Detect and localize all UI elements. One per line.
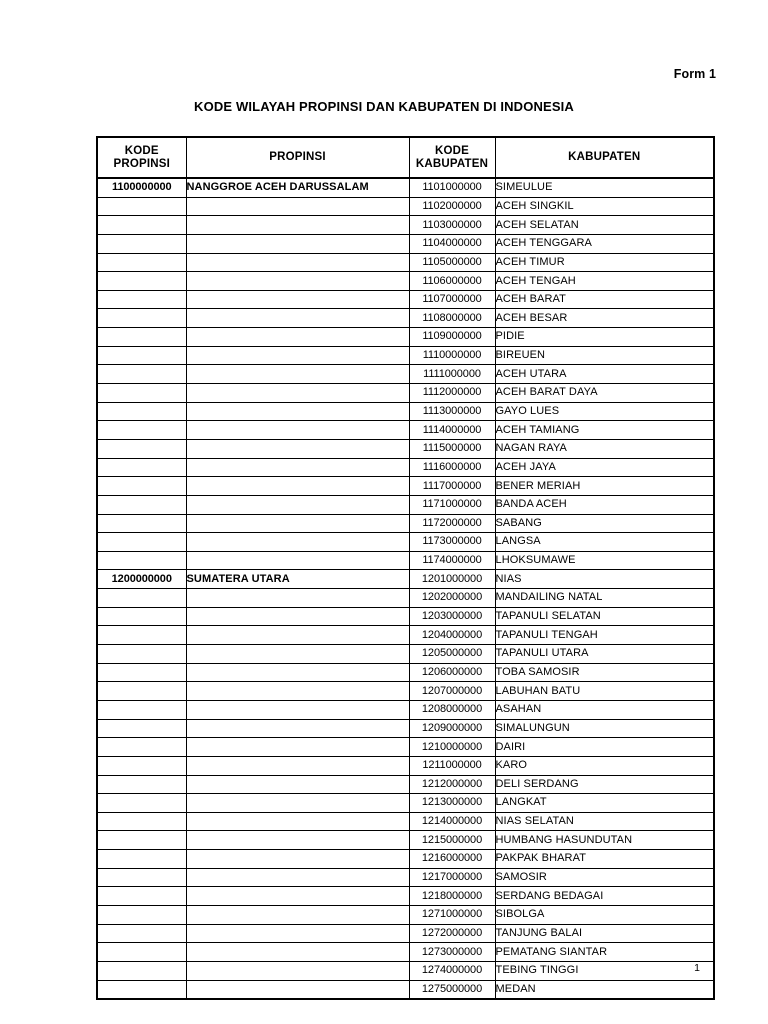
cell-kabupaten: LANGSA (495, 533, 714, 552)
cell-kode-propinsi (97, 216, 186, 235)
table-row (97, 178, 714, 197)
table-row (97, 812, 714, 831)
table-row (97, 421, 714, 440)
cell-propinsi (186, 738, 409, 757)
cell-kode-propinsi (97, 905, 186, 924)
cell-propinsi (186, 253, 409, 272)
table-row (97, 290, 714, 309)
cell-kode-propinsi (97, 682, 186, 701)
table-row (97, 645, 714, 664)
cell-kode-propinsi (97, 719, 186, 738)
column-header-propinsi (186, 137, 409, 178)
cell-kabupaten: ACEH BESAR (495, 309, 714, 328)
table-header-row (97, 137, 714, 178)
cell-kabupaten: SAMOSIR (495, 868, 714, 887)
page-number: 1 (694, 962, 700, 974)
column-header-kode-propinsi (97, 137, 186, 178)
cell-kode-kabupaten: 1106000000 (409, 272, 495, 291)
cell-propinsi (186, 887, 409, 906)
table-head (97, 137, 714, 178)
cell-kabupaten: HUMBANG HASUNDUTAN (495, 831, 714, 850)
cell-kode-kabupaten: 1116000000 (409, 458, 495, 477)
cell-kabupaten: ACEH SELATAN (495, 216, 714, 235)
cell-kabupaten: MEDAN (495, 980, 714, 999)
table-row (97, 868, 714, 887)
cell-kabupaten: KARO (495, 756, 714, 775)
cell-kode-kabupaten: 1274000000 (409, 961, 495, 980)
cell-kabupaten: ACEH BARAT (495, 290, 714, 309)
column-header-kode-kabupaten-line2: KABUPATEN (415, 157, 489, 170)
table-row (97, 253, 714, 272)
cell-kode-propinsi (97, 980, 186, 999)
cell-kode-propinsi (97, 850, 186, 869)
cell-kode-kabupaten: 1213000000 (409, 794, 495, 813)
cell-kabupaten: NIAS SELATAN (495, 812, 714, 831)
cell-kabupaten: LHOKSUMAWE (495, 551, 714, 570)
cell-kabupaten: ACEH BARAT DAYA (495, 384, 714, 403)
cell-kode-propinsi (97, 365, 186, 384)
cell-kabupaten: ACEH TAMIANG (495, 421, 714, 440)
cell-kabupaten: ACEH TENGGARA (495, 234, 714, 253)
cell-propinsi (186, 589, 409, 608)
cell-kabupaten: SIMALUNGUN (495, 719, 714, 738)
cell-kabupaten: DAIRI (495, 738, 714, 757)
cell-kode-kabupaten: 1202000000 (409, 589, 495, 608)
table-body (97, 178, 714, 999)
cell-propinsi (186, 197, 409, 216)
cell-kode-kabupaten: 1171000000 (409, 495, 495, 514)
cell-kabupaten: MANDAILING NATAL (495, 589, 714, 608)
cell-kode-kabupaten: 1173000000 (409, 533, 495, 552)
cell-propinsi (186, 663, 409, 682)
cell-kode-propinsi (97, 868, 186, 887)
cell-kode-kabupaten: 1212000000 (409, 775, 495, 794)
cell-kode-propinsi (97, 812, 186, 831)
cell-kode-propinsi (97, 384, 186, 403)
table-row (97, 682, 714, 701)
cell-propinsi (186, 309, 409, 328)
cell-kabupaten: DELI SERDANG (495, 775, 714, 794)
cell-kode-kabupaten: 1103000000 (409, 216, 495, 235)
cell-kode-propinsi (97, 495, 186, 514)
cell-kode-propinsi (97, 663, 186, 682)
cell-propinsi: NANGGROE ACEH DARUSSALAM (186, 178, 409, 197)
cell-kode-propinsi (97, 738, 186, 757)
cell-kode-kabupaten: 1107000000 (409, 290, 495, 309)
cell-kode-propinsi (97, 346, 186, 365)
cell-kabupaten: TAPANULI UTARA (495, 645, 714, 664)
cell-kode-propinsi (97, 756, 186, 775)
table-row (97, 905, 714, 924)
cell-propinsi (186, 272, 409, 291)
cell-kabupaten: ACEH TIMUR (495, 253, 714, 272)
cell-kode-propinsi (97, 197, 186, 216)
cell-propinsi (186, 850, 409, 869)
table-row (97, 961, 714, 980)
cell-kode-propinsi (97, 589, 186, 608)
cell-kabupaten: SIBOLGA (495, 905, 714, 924)
cell-kode-kabupaten: 1275000000 (409, 980, 495, 999)
cell-kabupaten: SIMEULUE (495, 178, 714, 197)
cell-kode-kabupaten: 1174000000 (409, 551, 495, 570)
cell-kode-kabupaten: 1215000000 (409, 831, 495, 850)
table-row (97, 663, 714, 682)
table-row (97, 626, 714, 645)
cell-propinsi (186, 439, 409, 458)
cell-propinsi (186, 905, 409, 924)
cell-kode-propinsi (97, 775, 186, 794)
cell-kode-kabupaten: 1214000000 (409, 812, 495, 831)
cell-propinsi (186, 607, 409, 626)
cell-propinsi (186, 328, 409, 347)
cell-kode-propinsi (97, 887, 186, 906)
table-row (97, 272, 714, 291)
column-header-kabupaten (495, 137, 714, 178)
cell-kode-propinsi (97, 943, 186, 962)
cell-kode-kabupaten: 1102000000 (409, 197, 495, 216)
table-row (97, 309, 714, 328)
cell-kode-kabupaten: 1113000000 (409, 402, 495, 421)
table-row (97, 831, 714, 850)
table-row (97, 514, 714, 533)
cell-kabupaten: TANJUNG BALAI (495, 924, 714, 943)
region-code-table-container (96, 136, 713, 1000)
table-row (97, 570, 714, 589)
cell-propinsi: SUMATERA UTARA (186, 570, 409, 589)
table-row (97, 924, 714, 943)
cell-kode-kabupaten: 1114000000 (409, 421, 495, 440)
cell-kode-propinsi (97, 477, 186, 496)
table-row (97, 775, 714, 794)
table-row (97, 589, 714, 608)
column-header-kabupaten-line1: KABUPATEN (568, 151, 641, 163)
cell-kode-propinsi: 1100000000 (97, 178, 186, 197)
cell-kode-propinsi (97, 700, 186, 719)
table-row (97, 495, 714, 514)
cell-kabupaten: ACEH UTARA (495, 365, 714, 384)
cell-propinsi (186, 775, 409, 794)
table-row (97, 234, 714, 253)
cell-kabupaten: BIREUEN (495, 346, 714, 365)
table-row (97, 738, 714, 757)
cell-kode-propinsi (97, 551, 186, 570)
page-title: KODE WILAYAH PROPINSI DAN KABUPATEN DI INDONESIA (194, 99, 574, 114)
cell-kabupaten: SERDANG BEDAGAI (495, 887, 714, 906)
cell-kode-propinsi (97, 607, 186, 626)
cell-kode-propinsi (97, 961, 186, 980)
table-row (97, 197, 714, 216)
column-header-kode-kabupaten (409, 137, 495, 178)
table-row (97, 365, 714, 384)
cell-kabupaten: TEBING TINGGI (495, 961, 714, 980)
cell-kode-kabupaten: 1109000000 (409, 328, 495, 347)
table-row (97, 328, 714, 347)
cell-kode-kabupaten: 1105000000 (409, 253, 495, 272)
table-row (97, 533, 714, 552)
cell-propinsi (186, 402, 409, 421)
cell-kode-propinsi (97, 272, 186, 291)
cell-kode-propinsi (97, 514, 186, 533)
cell-kode-kabupaten: 1201000000 (409, 570, 495, 589)
cell-kabupaten: PAKPAK BHARAT (495, 850, 714, 869)
region-code-table (96, 136, 715, 1000)
cell-kode-propinsi (97, 439, 186, 458)
cell-kode-propinsi (97, 533, 186, 552)
cell-kode-kabupaten: 1111000000 (409, 365, 495, 384)
table-row (97, 719, 714, 738)
cell-propinsi (186, 234, 409, 253)
cell-propinsi (186, 290, 409, 309)
cell-kode-kabupaten: 1108000000 (409, 309, 495, 328)
cell-kabupaten: TOBA SAMOSIR (495, 663, 714, 682)
cell-kode-kabupaten: 1101000000 (409, 178, 495, 197)
cell-kode-kabupaten: 1209000000 (409, 719, 495, 738)
cell-kode-kabupaten: 1112000000 (409, 384, 495, 403)
cell-kode-kabupaten: 1104000000 (409, 234, 495, 253)
cell-propinsi (186, 514, 409, 533)
cell-propinsi (186, 495, 409, 514)
cell-kode-propinsi (97, 328, 186, 347)
cell-propinsi (186, 421, 409, 440)
cell-propinsi (186, 365, 409, 384)
table-row (97, 216, 714, 235)
table-row (97, 887, 714, 906)
cell-propinsi (186, 831, 409, 850)
cell-kabupaten: TAPANULI SELATAN (495, 607, 714, 626)
table-row (97, 458, 714, 477)
table-row (97, 943, 714, 962)
cell-propinsi (186, 216, 409, 235)
cell-kode-kabupaten: 1218000000 (409, 887, 495, 906)
cell-kode-kabupaten: 1208000000 (409, 700, 495, 719)
cell-propinsi (186, 794, 409, 813)
cell-kabupaten: ACEH JAYA (495, 458, 714, 477)
cell-kabupaten: PEMATANG SIANTAR (495, 943, 714, 962)
form-label: Form 1 (673, 67, 716, 81)
cell-kabupaten: BENER MERIAH (495, 477, 714, 496)
cell-propinsi (186, 980, 409, 999)
cell-kode-kabupaten: 1206000000 (409, 663, 495, 682)
cell-kode-propinsi (97, 645, 186, 664)
cell-kode-kabupaten: 1172000000 (409, 514, 495, 533)
cell-kode-propinsi (97, 421, 186, 440)
cell-propinsi (186, 384, 409, 403)
cell-propinsi (186, 812, 409, 831)
cell-kode-kabupaten: 1207000000 (409, 682, 495, 701)
cell-kode-kabupaten: 1205000000 (409, 645, 495, 664)
cell-propinsi (186, 719, 409, 738)
cell-propinsi (186, 533, 409, 552)
cell-propinsi (186, 477, 409, 496)
cell-kabupaten: GAYO LUES (495, 402, 714, 421)
cell-kode-kabupaten: 1203000000 (409, 607, 495, 626)
cell-kode-kabupaten: 1271000000 (409, 905, 495, 924)
cell-kode-propinsi (97, 290, 186, 309)
cell-kode-propinsi (97, 831, 186, 850)
cell-kode-kabupaten: 1211000000 (409, 756, 495, 775)
cell-kode-propinsi (97, 234, 186, 253)
cell-kabupaten: SABANG (495, 514, 714, 533)
cell-kabupaten: NIAS (495, 570, 714, 589)
cell-kabupaten: ACEH SINGKIL (495, 197, 714, 216)
cell-kode-propinsi (97, 309, 186, 328)
table-row (97, 607, 714, 626)
table-row (97, 850, 714, 869)
cell-kode-kabupaten: 1115000000 (409, 439, 495, 458)
cell-propinsi (186, 346, 409, 365)
cell-kabupaten: ASAHAN (495, 700, 714, 719)
cell-propinsi (186, 700, 409, 719)
cell-kode-kabupaten: 1110000000 (409, 346, 495, 365)
column-header-kode-kabupaten-line1: KODE (434, 144, 470, 157)
cell-kode-kabupaten: 1216000000 (409, 850, 495, 869)
cell-propinsi (186, 458, 409, 477)
cell-kode-propinsi (97, 253, 186, 272)
table-row (97, 756, 714, 775)
cell-propinsi (186, 961, 409, 980)
cell-kabupaten: LABUHAN BATU (495, 682, 714, 701)
cell-kode-propinsi (97, 458, 186, 477)
table-row (97, 402, 714, 421)
cell-propinsi (186, 756, 409, 775)
cell-kabupaten: NAGAN RAYA (495, 439, 714, 458)
cell-kabupaten: LANGKAT (495, 794, 714, 813)
cell-propinsi (186, 645, 409, 664)
cell-kode-kabupaten: 1210000000 (409, 738, 495, 757)
table-row (97, 980, 714, 999)
cell-kode-kabupaten: 1204000000 (409, 626, 495, 645)
cell-kode-propinsi: 1200000000 (97, 570, 186, 589)
cell-kode-kabupaten: 1217000000 (409, 868, 495, 887)
table-row (97, 477, 714, 496)
table-row (97, 551, 714, 570)
table-row (97, 346, 714, 365)
cell-kode-propinsi (97, 402, 186, 421)
cell-kabupaten: BANDA ACEH (495, 495, 714, 514)
cell-kabupaten: ACEH TENGAH (495, 272, 714, 291)
cell-propinsi (186, 682, 409, 701)
cell-kabupaten: TAPANULI TENGAH (495, 626, 714, 645)
column-header-kode-propinsi-line2: PROPINSI (113, 157, 171, 170)
cell-kode-propinsi (97, 626, 186, 645)
table-row (97, 794, 714, 813)
column-header-propinsi-line1: PROPINSI (269, 151, 326, 163)
cell-propinsi (186, 626, 409, 645)
cell-kode-kabupaten: 1117000000 (409, 477, 495, 496)
cell-kode-kabupaten: 1272000000 (409, 924, 495, 943)
cell-propinsi (186, 551, 409, 570)
cell-kode-propinsi (97, 924, 186, 943)
column-header-kode-propinsi-line1: KODE (124, 144, 159, 157)
cell-propinsi (186, 924, 409, 943)
table-row (97, 384, 714, 403)
cell-propinsi (186, 868, 409, 887)
table-row (97, 439, 714, 458)
cell-kode-propinsi (97, 794, 186, 813)
table-row (97, 700, 714, 719)
cell-kode-kabupaten: 1273000000 (409, 943, 495, 962)
cell-propinsi (186, 943, 409, 962)
cell-kabupaten: PIDIE (495, 328, 714, 347)
